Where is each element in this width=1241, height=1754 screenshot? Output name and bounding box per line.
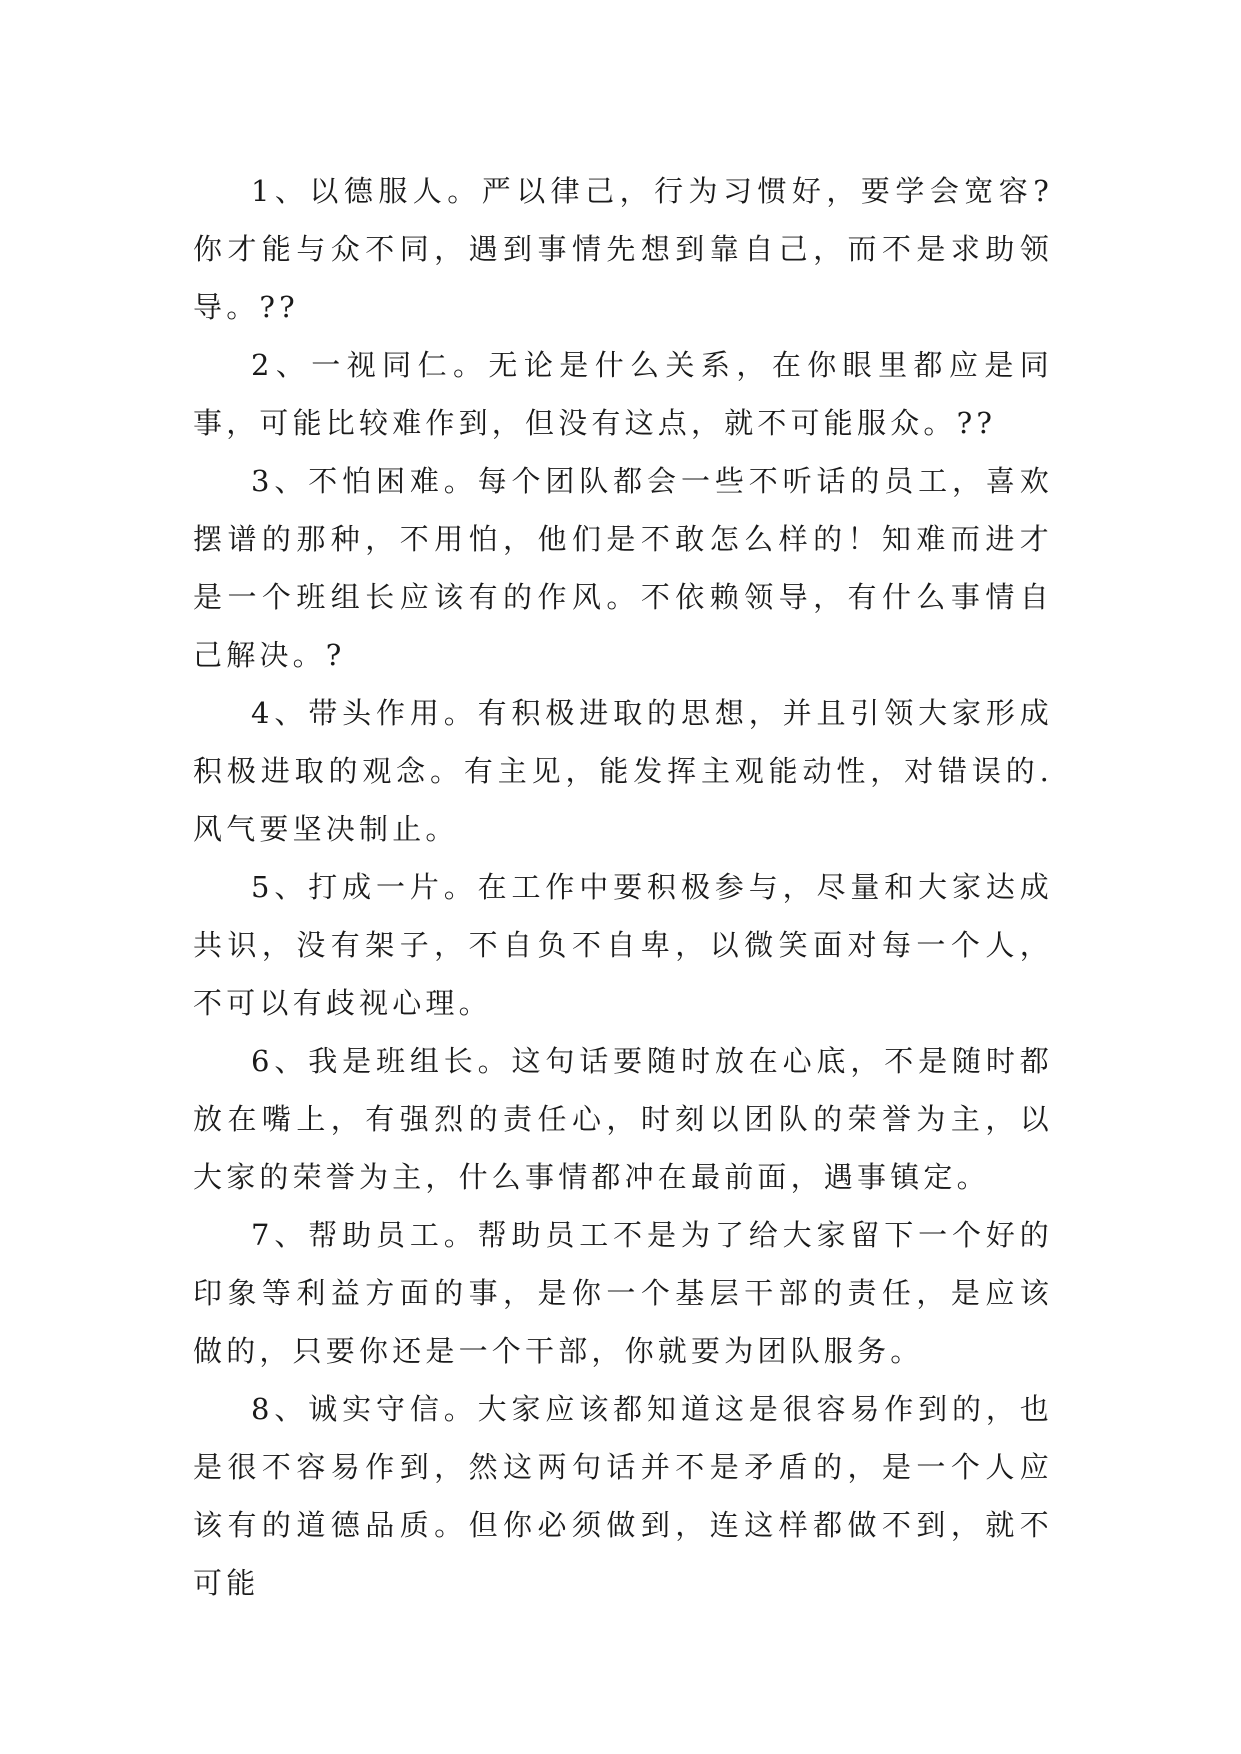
paragraph-5: 5、打成一片。在工作中要积极参与，尽量和大家达成共识，没有架子，不自负不自卑，以微笑面对每一个人，不可以有歧视心理。 [193, 870, 1053, 1020]
paragraph-2: 2、一视同仁。无论是什么关系，在你眼里都应是同事，可能比较难作到，但没有这点，就不可能服众。?? [193, 348, 1053, 440]
paragraph-1: 1、以德服人。严以律己，行为习惯好，要学会宽容?你才能与众不同，遇到事情先想到靠自己，而不是求助领导。?? [193, 174, 1053, 324]
document-body [193, 162, 1053, 1612]
paragraph-7: 7、帮助员工。帮助员工不是为了给大家留下一个好的印象等利益方面的事，是你一个基层干部的责任，是应该做的，只要你还是一个干部，你就要为团队服务。 [193, 1218, 1053, 1368]
paragraph-3: 3、不怕困难。每个团队都会一些不听话的员工，喜欢摆谱的那种，不用怕，他们是不敢怎么样的！知难而进才是一个班组长应该有的作风。不依赖领导，有什么事情自己解决。? [193, 464, 1053, 672]
paragraph-6: 6、我是班组长。这句话要随时放在心底，不是随时都放在嘴上，有强烈的责任心，时刻以团队的荣誉为主，以大家的荣誉为主，什么事情都冲在最前面，遇事镇定。 [193, 1044, 1053, 1194]
paragraph-4: 4、带头作用。有积极进取的思想，并且引领大家形成积极进取的观念。有主见，能发挥主观能动性，对错误的.风气要坚决制止。 [193, 696, 1053, 846]
paragraph-8: 8、诚实守信。大家应该都知道这是很容易作到的，也是很不容易作到，然这两句话并不是矛盾的，是一个人应该有的道德品质。但你必须做到，连这样都做不到，就不可能 [193, 1392, 1053, 1600]
